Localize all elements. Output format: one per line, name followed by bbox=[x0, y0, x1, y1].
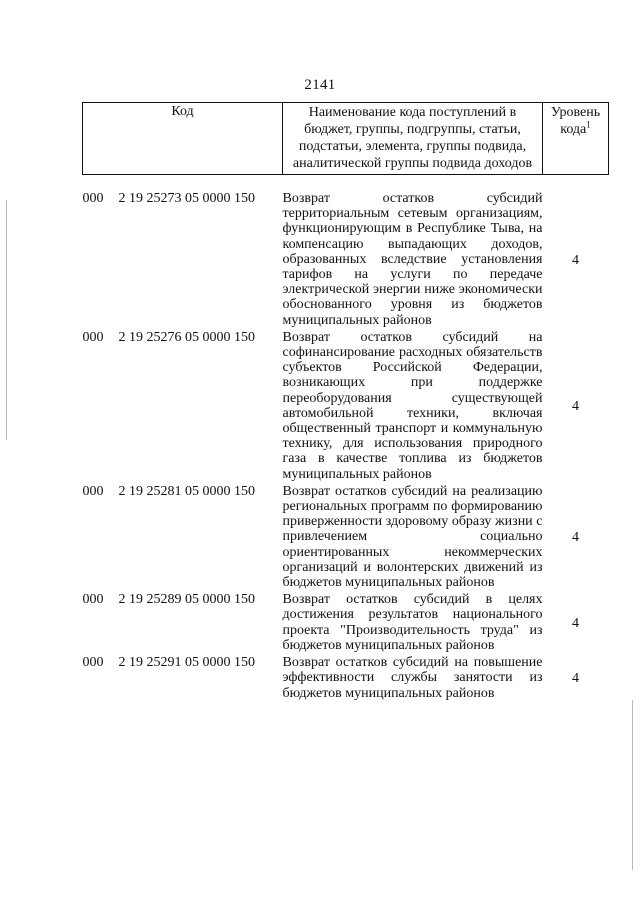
header-level-footnote-mark: 1 bbox=[586, 119, 591, 130]
code-level: 4 bbox=[572, 530, 579, 546]
revenue-name: Возврат остатков субсидий на софинансирование расходных обязательств субъектов Российской Федерации, возникающих при поддержке переоборудования существующей автомобильной техники, включая общественный транспорт и коммунальную технику, для использования природного газа в качестве топлива из бюджетов муниципальных районов bbox=[282, 329, 543, 482]
left-margin-scan-mark bbox=[6, 200, 7, 440]
revenue-name: Возврат остатков субсидий в целях достижения результатов национального проекта "Производительность труда" из бюджетов муниципальных районов bbox=[282, 592, 543, 653]
revenue-code: 2 19 25281 05 0000 150 bbox=[118, 483, 255, 499]
code-cell bbox=[83, 330, 283, 484]
right-margin-scan-mark bbox=[632, 700, 633, 870]
revenue-code: 2 19 25291 05 0000 150 bbox=[118, 655, 255, 671]
revenue-code: 2 19 25289 05 0000 150 bbox=[118, 592, 255, 608]
code-cell bbox=[83, 484, 283, 592]
code-level: 4 bbox=[572, 399, 579, 415]
budget-code: 000 bbox=[82, 329, 104, 345]
budget-code: 000 bbox=[82, 655, 104, 671]
code-cell bbox=[83, 592, 283, 655]
revenue-code: 2 19 25276 05 0000 150 bbox=[118, 329, 255, 345]
code-level: 4 bbox=[572, 252, 579, 268]
revenue-codes-table bbox=[82, 102, 609, 703]
budget-code: 000 bbox=[82, 592, 104, 608]
budget-code: 000 bbox=[82, 483, 104, 499]
revenue-name: Возврат остатков субсидий территориальным сетевым организациям, функционирующим в Республике Тыва, на компенсацию выпадающих доходов, образованных вследствие установления тарифов на услуги по передаче электрической энергии ниже экономически обоснованного уровня из бюджетов муниципальных районов bbox=[282, 191, 543, 328]
table-row bbox=[83, 191, 609, 330]
table-row bbox=[83, 655, 609, 703]
budget-code: 000 bbox=[82, 191, 104, 206]
code-cell bbox=[83, 655, 283, 703]
code-cell bbox=[83, 191, 283, 330]
code-level: 4 bbox=[572, 616, 579, 632]
page-number: 2141 bbox=[304, 77, 336, 93]
revenue-name: Возврат остатков субсидий на реализацию региональных программ по формированию приверженности здоровому образу жизни с привлечением социально ориентированных некоммерческих организаций и волонтерских движений из бюджетов муниципальных районов bbox=[282, 483, 543, 591]
code-level: 4 bbox=[572, 671, 579, 687]
header-level-label: Уровень кода bbox=[550, 105, 601, 137]
table-row bbox=[83, 330, 609, 484]
table-header-row bbox=[83, 103, 609, 175]
header-name: Наименование кода поступлений в бюджет, группы, подгруппы, статьи, подстатьи, элемента, группы подвида, аналитической группы подвида доходов bbox=[283, 103, 543, 175]
table-row bbox=[83, 592, 609, 655]
revenue-code: 2 19 25273 05 0000 150 bbox=[118, 191, 255, 206]
header-code: Код bbox=[83, 103, 283, 175]
header-spacer bbox=[83, 175, 609, 192]
revenue-name: Возврат остатков субсидий на повышение эффективности службы занятости из бюджетов муниципальных районов bbox=[282, 655, 543, 701]
table-row bbox=[83, 484, 609, 592]
header-level bbox=[543, 103, 609, 175]
